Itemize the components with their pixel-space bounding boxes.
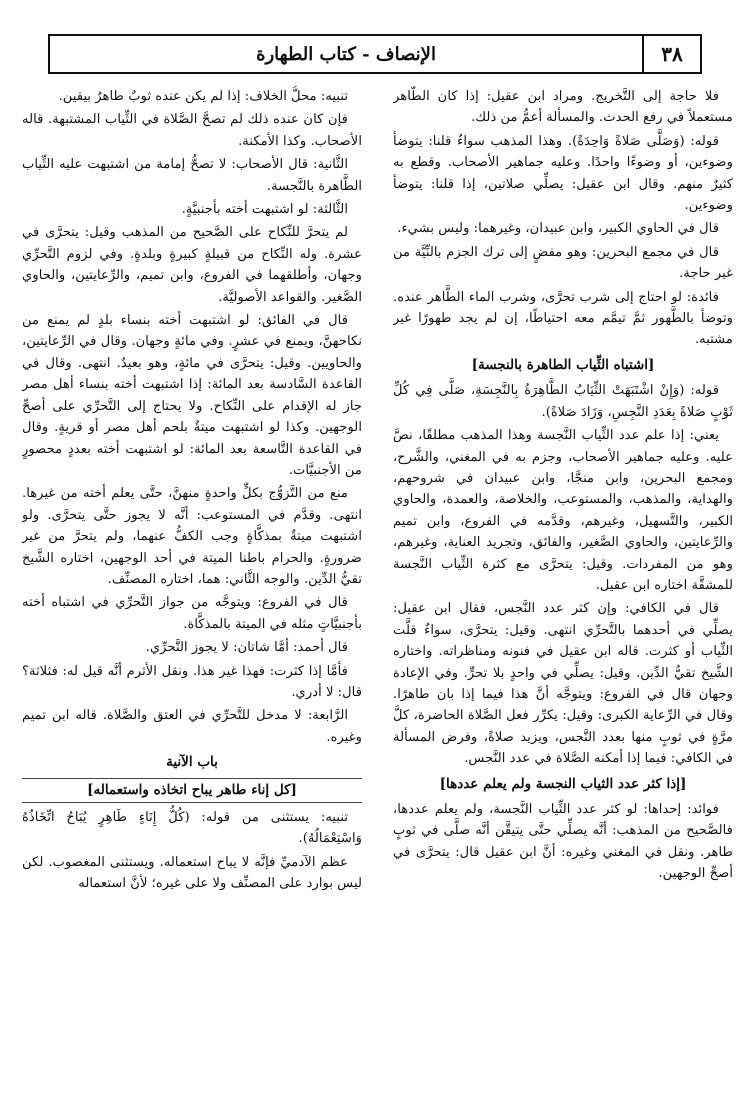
paragraph: قال في الفائق: لو اشتبهت أخته بنساء بلدٍ لم يمنع من نكاحهنَّ، ويمنع في عشرٍ. وفي مائةٍ وجهان. وقال في الرِّعايتين، والحاويين. وقيل: يتحرَّى في مائةٍ، وهو بعيدٌ. انتهى. وقال في القاعدة السَّادسة بعد المائة: إذا اشتبهت أخته بنساء أهل مصر جاز له الإقدام على النِّكاح. ولا يحتاج إلى التَّحرِّي على أصحِّ الوجهين. وكذا لو اشتبهت ميتةٌ بلحم أهل مصر أو قريةٍ. وقال في القاعدة التَّاسعة بعد المائة: لو اشتبهت أخته بعددٍ محصورٍ من الأجنبيَّات. [22, 313, 362, 478]
page-number: ٣٨ [642, 36, 700, 72]
paragraph: قوله: (وَصَلَّى صَلاةً وَاحِدَةً). وهذا المذهب سواءٌ قلنا: يتوضأ وضوءين، أو وضوءًا واحدًا. وعليه جماهير الأصحاب. وقطع به كثيرٌ منهم. وقال ابن عقيل: يصلِّي صلاتين، إذا قلنا: يتوضأ وضوءين. [393, 133, 733, 214]
paragraph: فأمَّا إذا كثرت: فهذا غير هذا. ونقل الأثرم أنَّه قيل له: فثلاثة؟ قال: لا أدري. [22, 663, 362, 700]
paragraph: لم يتحرَّ للنِّكاح على الصَّحيح من المذهب وقيل: يتحرَّى في عشرة. وله النِّكاح من قبيلةٍ كبيرةٍ وبلدةٍ. وفي لزوم التَّحرِّي وجهان، وأطلقهما في الفروع، وابن تميم، والرِّعايتين، والحاوي الصَّغير. والقواعد الأصوليَّة. [22, 225, 362, 305]
paragraph: فلا حاجة إلى التَّخريج. ومراد ابن عقيل: إذا كان الطَّاهر مستعملاً في رفع الحدث. والمسألة أعمُّ من ذلك. [393, 89, 733, 126]
paragraph: فإن كان عنده ذلك لم تصحَّ الصَّلاة في الثِّياب المشتبهة. قاله الأصحاب. وكذا الأمكنة. [22, 112, 362, 149]
right-column [393, 86, 733, 1091]
section-heading: باب الآنية [166, 754, 218, 771]
running-title: الإنصاف - كتاب الطهارة [256, 43, 436, 65]
paragraph: قال في الكافي: وإن كثر عدد النَّجس، فقال ابن عقيل: يصلِّي في أحدهما بالتَّحرِّي انتهى. وقيل: يتحرَّى، سواءٌ قلَّت الثِّياب أو كثرت. قاله ابن عقيل في فنونه ومناظراته. واختاره الشَّيخ تقيُّ الدِّين. وقيل: يصلِّي في واحدٍ بلا تحرٍّ. وفي الإعادة وجهان قال في الفروع: ويتوجَّه أنَّ هذا فيما إذا بان طاهرًا. وقال في الرِّعاية الكبرى: وقيل: يكرِّر فعل الصَّلاة الحاضرة، كلَّ مرَّةٍ في ثوبٍ منها بعدد النَّجس، ويزيد صلاةً، وفرض المسألة في الكافي: فيما إذا أمكنه الصَّلاة في عدد النَّجس. [393, 601, 733, 767]
paragraph: فوائد: إحداها: لو كثر عدد الثِّياب النَّجسة، ولم يعلم عددها، فالصَّحيح من المذهب: أنَّه يصلِّي حتَّى يتيقَّن أنَّه صلَّى في ثوبٍ طاهر. ونقل في المغني وغيره: أنَّ ابن عقيل قال: يتحرَّى في أصحِّ الوجهين. [393, 802, 733, 882]
section-heading: [إذا كثر عدد الثياب النجسة ولم يعلم عددها] [439, 775, 687, 792]
paragraph: قال في مجمع البحرين: وهو مفضٍ إلى ترك الجزم بالنِّيَّة من غير حاجة. [393, 244, 733, 282]
paragraph: الثَّالثة: لو اشتبهت أخته بأجنبيَّةٍ. [181, 202, 348, 218]
paragraph: عظم الآدميِّ فإنَّه لا يباح استعماله. ويستثنى المغصوب. لكن ليس بوارد على المصنِّف ولا على غيره؛ لأنَّ استعماله [22, 854, 362, 892]
paragraph: قال أحمد: أمَّا شاتان: لا يجوز التَّحرِّي. [145, 640, 348, 656]
paragraph: تنبيه: محلُّ الخلاف: إذا لم يكن عنده ثوبٌ طاهرٌ بيقين. [58, 89, 348, 104]
section-heading: [اشتباه الثِّياب الطاهرة بالنجسة] [471, 356, 655, 373]
left-column [22, 86, 362, 1091]
paragraph: قال في الفروع: ويتوجَّه من جواز التَّحرِّي في اشتباه أخته بأجنبيَّاتٍ مثله في الميتة بالمذكَّاة. [22, 595, 362, 632]
paragraph: الثَّانية: قال الأصحاب: لا تصحُّ إمامة من اشتبهت عليه الثِّياب الطَّاهرة بالنَّجسة. [22, 157, 362, 194]
paragraph: قوله: (وَإِنْ اشْتَبَهَتْ الثِّيَابُ الطَّاهِرَةُ بِالنَّجِسَةِ، صَلَّى فِي كُلِّ ثَوْبٍ صَلاةً بِعَدَدِ النَّجِسِ، وَزَادَ صَلاةً). [393, 383, 733, 420]
page-header [48, 34, 702, 74]
paragraph: يعني: إذا علم عدد الثِّياب النَّجسة وهذا المذهب مطلقًا، نصَّ عليه. وعليه جماهير الأصحاب، وجزم به في المغني، والشَّرح، ومجمع البحرين، وابن منجَّا، وابن عبيدان في شروحهم، والهداية، والمذهب، والمستوعب، والخلاصة، والعمدة، والحاوي الكبير، والتَّسهيل، وغيرهم، وقدَّمه في الفروع، وابن تميم والرِّعايتين، والحاوي الصَّغير، والفائق، وتجريد العناية، وغيرهم، وهو من المفردات. وقيل: يتحرَّى مع كثرة الثِّياب النَّجسة للمشقَّة اختاره ابن عقيل. [393, 428, 733, 593]
paragraph: تنبيه: يستثنى من قوله: (كُلُّ إِنَاءٍ طَاهِرٍ يُبَاحُ اتِّخَاذُهُ وَاسْتِعْمَالُهُ). [22, 810, 362, 847]
section-heading-boxed: [كل إناء طاهر يباح اتخاذه واستعماله] [22, 778, 362, 803]
paragraph: قال في الحاوي الكبير، وابن عبيدان، وغيرهما: وليس بشيء. [397, 221, 719, 237]
paragraph: الرَّابعة: لا مدخل للتَّحرِّي في العتق والصَّلاة. قاله ابن تميم وغيره. [22, 708, 362, 745]
paragraph: منع من التَّزوُّج بكلٍّ واحدةٍ منهنَّ، حتَّى يعلم أخته من غيرها. انتهى. وقدَّم في المستوعب: أنَّه لا يجوز حتَّى يتحرَّى. ولو اشتبهت ميتةٌ بمذكَّاةٍ وجب الكفُّ عنهما، ولم يتحرَّ من غير ضرورةٍ. والحرام باطنا الميتة في أحد الوجهين، اختاره الشَّيخ تقيُّ الدِّين. والوجه الثَّاني: هما، اختاره المصنِّف. [22, 486, 362, 587]
paragraph: فائدة: لو احتاج إلى شرب تحرَّى، وشرب الماء الطَّاهر عنده. وتوضأ بالطَّهور ثمَّ تيمَّم معه احتياطًا، إن لم يجد طهورًا غير مشتبه. [393, 289, 733, 348]
